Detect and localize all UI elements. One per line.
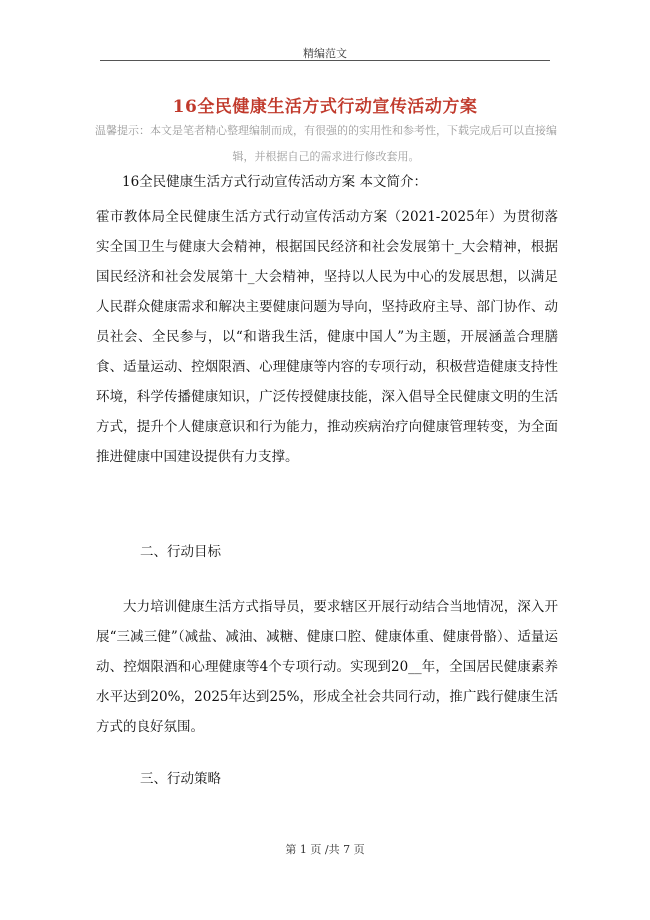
page-header: 精编范文 bbox=[303, 47, 347, 60]
section-heading-goals: 二、行动目标 bbox=[140, 544, 221, 560]
paragraph-intro-body: 霍市教体局全民健康生活方式行动宣传活动方案（2021-2025年）为贯彻落实全国卫生与健康大会精神，根据国民经济和社会发展第十_大会精神，根据国民经济和社会发展第十_大会精神，坚持以人民为中心的发展思想，以满足人民群众健康需求和解决主要健康问题为导向，坚持政府主导、部门协作、动员社会、全民参与，以“和谐我生活，健康中国人”为主题，开展涵盖合理膳食、适量运动、控烟限酒、心理健康等内容的专项行动，积极营造健康支持性环境，科学传播健康知识，广泛传授健康技能，深入倡导全民健康文明的生活方式，提升个人健康意识和行为能力，推动疾病治疗向健康管理转变，为全面推进健康中国建设提供有力支撑。 bbox=[96, 209, 558, 465]
intro-line: 16全民健康生活方式行动宣传活动方案 本文简介： bbox=[122, 174, 427, 190]
paragraph-goals-body: 大力培训健康生活方式指导员，要求辖区开展行动结合当地情况，深入开展“三减三健”（减盐、减油、减糖、健康口腔、健康体重、健康骨骼）、适量运动、控烟限酒和心理健康等4个专项行动。实现到20__年，全国居民健康素养水平达到20%，2025年达到25%，形成全社会共同行动，推广践行健康生活方式的良好氛围。 bbox=[96, 599, 558, 735]
header-divider bbox=[100, 60, 550, 61]
document-title: 16全民健康生活方式行动宣传活动方案 bbox=[172, 97, 478, 117]
section-heading-strategy: 三、行动策略 bbox=[140, 771, 221, 787]
tip-notice: 温馨提示：本文是笔者精心整理编制而成，有很强的的实用性和参考性，下载完成后可以直接编辑，并根据自己的需求进行修改套用。 bbox=[95, 124, 557, 163]
page-footer: 第 1 页 /共 7 页 bbox=[285, 843, 365, 856]
